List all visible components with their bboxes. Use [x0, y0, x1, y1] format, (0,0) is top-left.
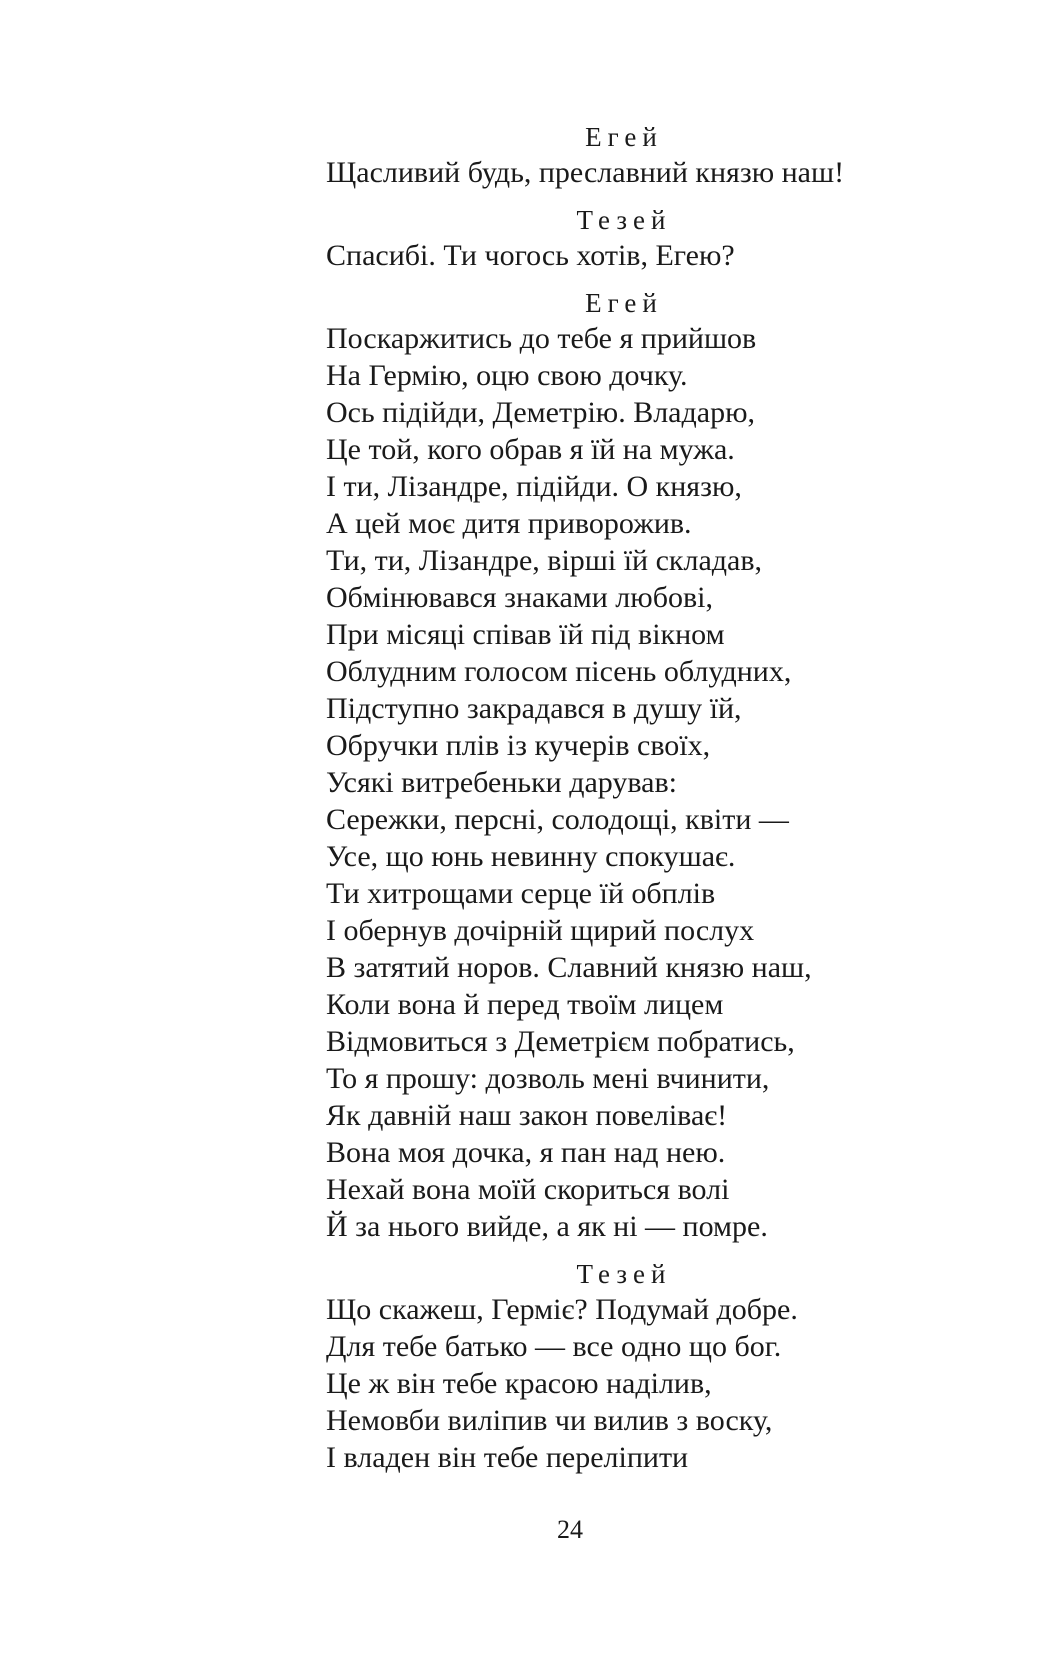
- verse-line: Відмовиться з Деметрієм побратись,: [326, 1025, 795, 1058]
- verse-line: В затятий норов. Славний князю наш,: [326, 951, 812, 984]
- verse-line: Немовби виліпив чи вилив з воску,: [326, 1404, 773, 1437]
- verse-line: І обернув дочірній щирий послух: [326, 914, 755, 947]
- verse-line: Ось підійди, Деметрію. Владарю,: [326, 396, 755, 429]
- verse-line: Й за нього вийде, а як ні — помре.: [326, 1210, 768, 1243]
- verse-line: Для тебе батько — все одно що бог.: [326, 1330, 782, 1363]
- verse-line: Це ж він тебе красою наділив,: [326, 1367, 712, 1400]
- verse-line: При місяці співав їй під вікном: [326, 618, 725, 651]
- speaker-name: Егей: [585, 288, 663, 318]
- verse-line: І ти, Лізандре, підійди. О князю,: [326, 470, 742, 503]
- verse-line: Обмінювався знаками любові,: [326, 581, 713, 614]
- verse-line: Усе, що юнь невинну спокушає.: [326, 840, 736, 873]
- verse-line: Вона моя дочка, я пан над нею.: [326, 1136, 726, 1169]
- verse-line: І владен він тебе переліпити: [326, 1441, 689, 1474]
- verse-line: Це той, кого обрав я їй на мужа.: [326, 433, 735, 466]
- verse-line: Коли вона й перед твоїм лицем: [326, 988, 724, 1021]
- verse-line: Щасливий будь, преславний князю наш!: [326, 156, 845, 189]
- play-text: [326, 120, 886, 1476]
- verse-line: Як давній наш закон повеліває!: [326, 1099, 728, 1132]
- verse-line: То я прошу: дозволь мені вчинити,: [326, 1062, 770, 1095]
- verse-line: А цей моє дитя приворожив.: [326, 507, 692, 540]
- verse-line: Поскаржитись до тебе я прийшов: [326, 322, 757, 355]
- verse-line: Що скажеш, Герміє? Подумай добре.: [326, 1293, 798, 1326]
- verse-line: Сережки, персні, солодощі, квіти —: [326, 803, 789, 836]
- page-number: 24: [557, 1515, 583, 1544]
- verse-line: Обручки плів із кучерів своїх,: [326, 729, 711, 762]
- verse-line: Спасибі. Ти чогось хотів, Егею?: [326, 239, 735, 272]
- verse-line: Ти хитрощами серце їй обплів: [326, 877, 716, 910]
- verse-line: На Гермію, оцю свою дочку.: [326, 359, 688, 392]
- speaker-name: Тезей: [576, 205, 672, 235]
- verse-line: Підступно закрадався в душу їй,: [326, 692, 742, 725]
- verse-line: Облудним голосом пісень облудних,: [326, 655, 792, 688]
- speaker-name: Егей: [585, 122, 663, 152]
- speaker-name: Тезей: [576, 1259, 672, 1289]
- verse-line: Нехай вона моїй скориться волі: [326, 1173, 730, 1206]
- verse-line: Ти, ти, Лізандре, вірші їй складав,: [326, 544, 763, 577]
- verse-line: Усякі витребеньки дарував:: [326, 766, 677, 799]
